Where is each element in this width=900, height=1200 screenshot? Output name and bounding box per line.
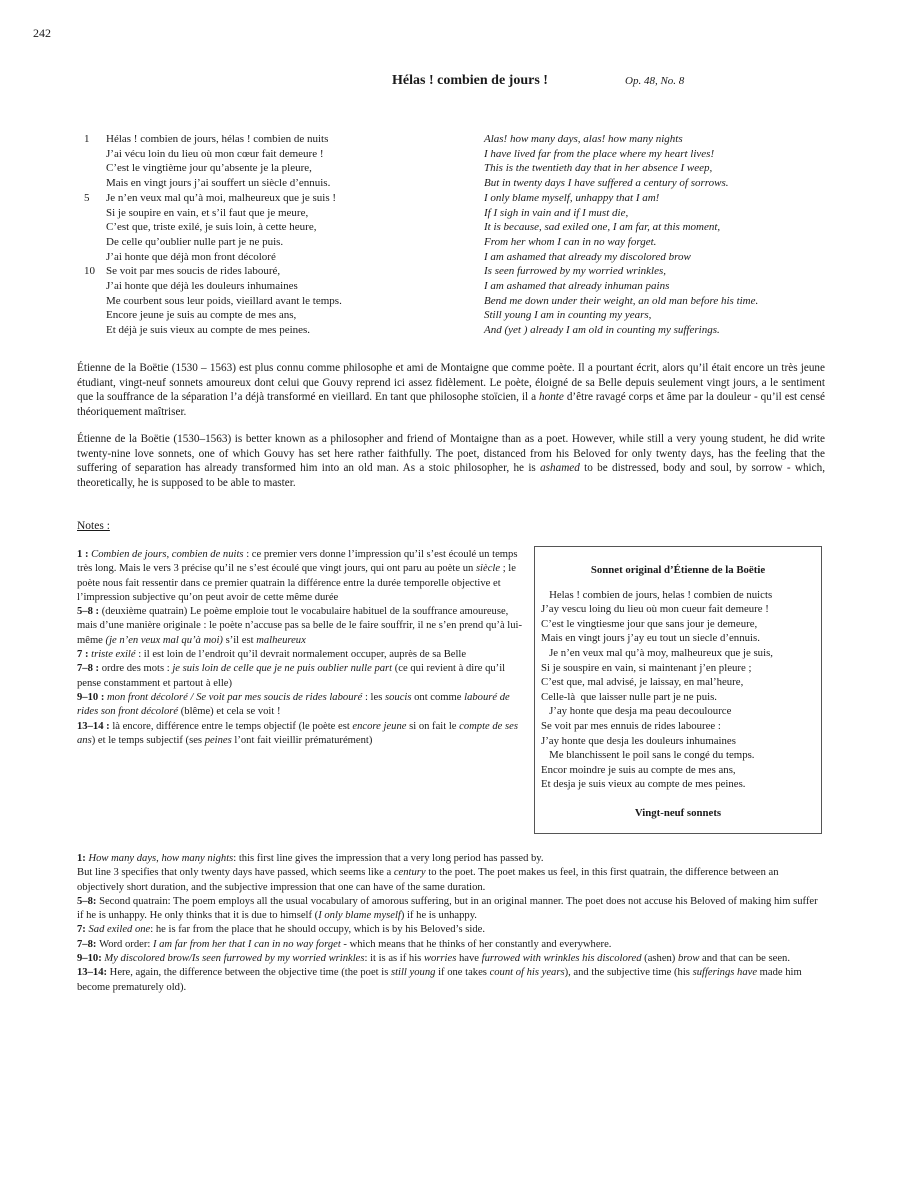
- sonnet-line: Et desja je suis vieux au compte de mes peines.: [541, 778, 746, 791]
- poem-en-line: I have lived far from the place where my heart lives!: [484, 147, 715, 160]
- sonnet-line: Si je souspire en vain, si maintenant j’en pleure ;: [541, 661, 752, 674]
- poem-fr-line: [84, 294, 464, 309]
- line-text: Et déjà je suis vieux au compte de mes peines.: [106, 324, 311, 337]
- poem-en-line: Alas! how many days, alas! how many nights: [484, 133, 683, 145]
- poem-english: [484, 132, 824, 338]
- line-text: Si je soupire en vain, et s’il faut que je meure,: [106, 206, 309, 219]
- poem-en-line: Is seen furrowed by my worried wrinkles,: [484, 265, 666, 278]
- line-text: Se voit par mes soucis de rides labouré,: [106, 265, 281, 278]
- poem-fr-line: [84, 161, 464, 176]
- poem-fr-line: [84, 323, 464, 338]
- note-en-7: 7: Sad exiled one: he is far from the place that he should occupy, which is by his Beloved’s side.: [77, 924, 485, 936]
- sonnet-line: C’est que, mal advisé, je laissay, en mal’heure,: [541, 676, 744, 689]
- page-number: 242: [33, 26, 51, 40]
- sonnet-line: J’ay honte que desja ma peau decoulource: [541, 705, 732, 718]
- note-en-1: 1: How many days, how many nights: this first line gives the impression that a very long period has passed by.: [77, 853, 544, 864]
- opus-number: Op. 48, No. 8: [625, 75, 685, 87]
- poem-en-line: From her whom I can in no way forget.: [484, 235, 657, 248]
- intro-english: Étienne de la Boëtie (1530–1563) is better known as a philosopher and friend of Montaigne than as a poet. However, while still a very young student, he did write twenty-nine love sonnets, one of which Gouvy has set here rather faithfully. The poet, distanced from his Beloved for only twenty days, has the feeling that the suffering of separation has already transformed him into an old man. As a stoic philosopher, he is ashamed to be distressed, body and soul, by sorrow - which, theoretically, he is supposed to be able to master.: [77, 433, 826, 489]
- poem-en-line: Bend me down under their weight, an old man before his time.: [484, 294, 759, 307]
- sonnet-lines: [535, 588, 821, 792]
- poem-fr-line: [84, 250, 464, 265]
- poem-fr-line: [84, 206, 464, 221]
- line-text: Hélas ! combien de jours, hélas ! combien de nuits: [106, 133, 329, 145]
- sonnet-line: Celle-là que laisser nulle part je ne puis.: [541, 690, 717, 703]
- note-fr-13-14: 13–14 : là encore, différence entre le temps objectif (le poète est encore jeune si on fait le compte de ses ans) et le temps subjectif (ses peines l’ont fait vieillir prématurément): [77, 720, 518, 746]
- poem-fr-line: [84, 132, 464, 147]
- line-number: 5: [84, 191, 90, 204]
- poem-fr-line: [84, 279, 464, 294]
- note-en-9-10: 9–10: My discolored brow/Is seen furrowed by my worried wrinkles: it is as if his worries have furrowed with wrinkles his discolored (ashen) brow and that can be seen.: [77, 953, 790, 965]
- sonnet-line: Me blanchissent le poil sans le congé du temps.: [541, 749, 755, 762]
- song-title: Hélas ! combien de jours !: [392, 73, 548, 88]
- poem-fr-line: [84, 220, 464, 235]
- sonnet-line: J’ay honte que desja les douleurs inhumaines: [541, 734, 736, 747]
- line-text: Mais en vingt jours j’ai souffert un siècle d’ennuis.: [106, 177, 331, 190]
- note-fr-9-10: 9–10 : mon front décoloré / Se voit par mes soucis de rides labouré : les soucis ont comme labouré de rides son front décoloré (blême) et cela se voit !: [77, 691, 510, 718]
- poem-en-line: But in twenty days I have suffered a century of sorrows.: [484, 177, 729, 190]
- line-text: C’est que, triste exilé, je suis loin, à cette heure,: [106, 221, 317, 234]
- line-text: J’ai honte que déjà les douleurs inhumaines: [106, 280, 298, 293]
- poem-en-line: And (yet ) already I am old in counting my sufferings.: [484, 324, 720, 337]
- sonnet-line: C’est le vingtiesme jour que sans jour je demeure,: [541, 617, 758, 630]
- sonnet-source: Vingt-neuf sonnets: [634, 806, 722, 819]
- note-en-7-8: 7–8: Word order: I am far from her that I can in no way forget - which means that he thinks of her constantly and everywhere.: [77, 938, 612, 950]
- poem-en-line: I am ashamed that already inhuman pains: [484, 280, 670, 293]
- poem-fr-line: [84, 264, 464, 279]
- sonnet-line: J’ay vescu loing du lieu où mon cueur fait demeure !: [541, 603, 769, 616]
- poem-fr-line: [84, 308, 464, 323]
- sonnet-line: Mais en vingt jours j’ay eu tout un siecle d’ennuis.: [541, 632, 760, 645]
- sonnet-line: Encor moindre je suis au compte de mes ans,: [541, 763, 736, 776]
- sonnet-line: Helas ! combien de jours, helas ! combien de nuicts: [541, 588, 773, 601]
- line-number: 1: [84, 133, 90, 145]
- line-number: 10: [84, 265, 95, 278]
- note-fr-5-8: 5–8 : (deuxième quatrain) Le poème emploie tout le vocabulaire habituel de la souffrance amoureuse, mais d’une manière originale : le poète n’accuse pas sa belle de le faire souffrir, il ne s’en prend qu’à lui-même (je n’en veux mal qu’à moi) s’il est malheureux: [77, 606, 523, 646]
- original-sonnet-box: [534, 546, 822, 834]
- note-en-5-8: 5–8: Second quatrain: The poem employs all the usual vocabulary of amorous suffering, but in an original manner. The poet does not accuse his Beloved of making him suffer if he is unhappy. He only thinks that it is due to himself (I only blame myself) if he is unhappy.: [77, 895, 818, 922]
- poem-en-line: I am ashamed that already my discolored brow: [484, 250, 691, 263]
- poem-en-line: This is the twentieth day that in her absence I weep,: [484, 162, 713, 175]
- notes-heading: Notes :: [77, 520, 110, 532]
- line-text: J’ai vécu loin du lieu où mon cœur fait demeure !: [106, 147, 324, 160]
- sonnet-line: Se voit par mes ennuis de rides labouree :: [541, 719, 721, 732]
- poem-en-line: Still young I am in counting my years,: [484, 309, 652, 322]
- line-text: C’est le vingtième jour qu’absente je la pleure,: [106, 162, 312, 175]
- poem-en-line: If I sigh in vain and if I must die,: [484, 206, 629, 219]
- poem-en-line: I only blame myself, unhappy that I am!: [484, 191, 660, 204]
- sonnet-line: Je n’en veux mal qu’à moy, malheureux que je suis,: [541, 646, 773, 659]
- notes-french: [77, 548, 526, 748]
- poem-fr-line: [84, 235, 464, 250]
- notes-english: [77, 852, 825, 995]
- line-text: De celle qu’oublier nulle part je ne puis.: [106, 235, 284, 248]
- note-en-13-14: 13–14: Here, again, the difference between the objective time (the poet is still young if one takes count of his years), and the subjective time (his sufferings have made him become prematurely old).: [77, 967, 802, 993]
- poem-french: [84, 132, 464, 338]
- line-text: Je n’en veux mal qu’à moi, malheureux que je suis !: [106, 191, 337, 204]
- poem-fr-line: [84, 147, 464, 162]
- poem-fr-line: [84, 176, 464, 191]
- line-text: J’ai honte que déjà mon front décoloré: [106, 250, 276, 263]
- note-fr-7: 7 : triste exilé : il est loin de l’endroit qu’il devrait normalement occuper, auprès de sa Belle: [77, 649, 467, 661]
- sonnet-title: Sonnet original d’Étienne de la Boëtie: [590, 564, 766, 576]
- poem-fr-line: [84, 191, 464, 206]
- line-text: Me courbent sous leur poids, vieillard avant le temps.: [106, 294, 342, 307]
- note-en-1-cont: But line 3 specifies that only twenty days have passed, which seems like a century to the poet. The poet makes us feel, in this first quatrain, the difference between an objectively short duration, and the subjective impression that one can have of the same duration.: [77, 867, 779, 893]
- note-fr-1: 1 : Combien de jours, combien de nuits : ce premier vers donne l’impression qu’il s’est écoulé un temps très long. Mais le vers 3 précise qu’il ne s’est écoulé que vingt jours, qui ont paru au poète un siècle ; le poète nous fait ressentir dans ce premier quatrain la différence entre la durée temporelle objective et l’impression subjective qu’on peut avoir de cette même durée: [77, 549, 518, 603]
- line-text: Encore jeune je suis au compte de mes ans,: [106, 309, 297, 322]
- poem-en-line: It is because, sad exiled one, I am far, at this moment,: [484, 221, 721, 234]
- note-fr-7-8: 7–8 : ordre des mots : je suis loin de celle que je ne puis oublier nulle part (ce qui revient à dire qu’il pense constamment et partout à elle): [77, 663, 506, 689]
- intro-french: Étienne de la Boëtie (1530 – 1563) est plus connu comme philosophe et ami de Montaigne que comme poète. Il a pourtant écrit, alors qu’il était encore un très jeune étudiant, vingt-neuf sonnets amoureux dont celui que Gouvy reprend ici assez fidèlement. Le poète, éloigné de sa Belle depuis seulement vingt jours, a le sentiment que la souffrance de la séparation l’a déjà transformé en vieillard. En tant que philosophe stoïcien, il a honte d’être ravagé corps et âme par la douleur - qu’il est censé théoriquement maîtriser.: [77, 362, 825, 418]
